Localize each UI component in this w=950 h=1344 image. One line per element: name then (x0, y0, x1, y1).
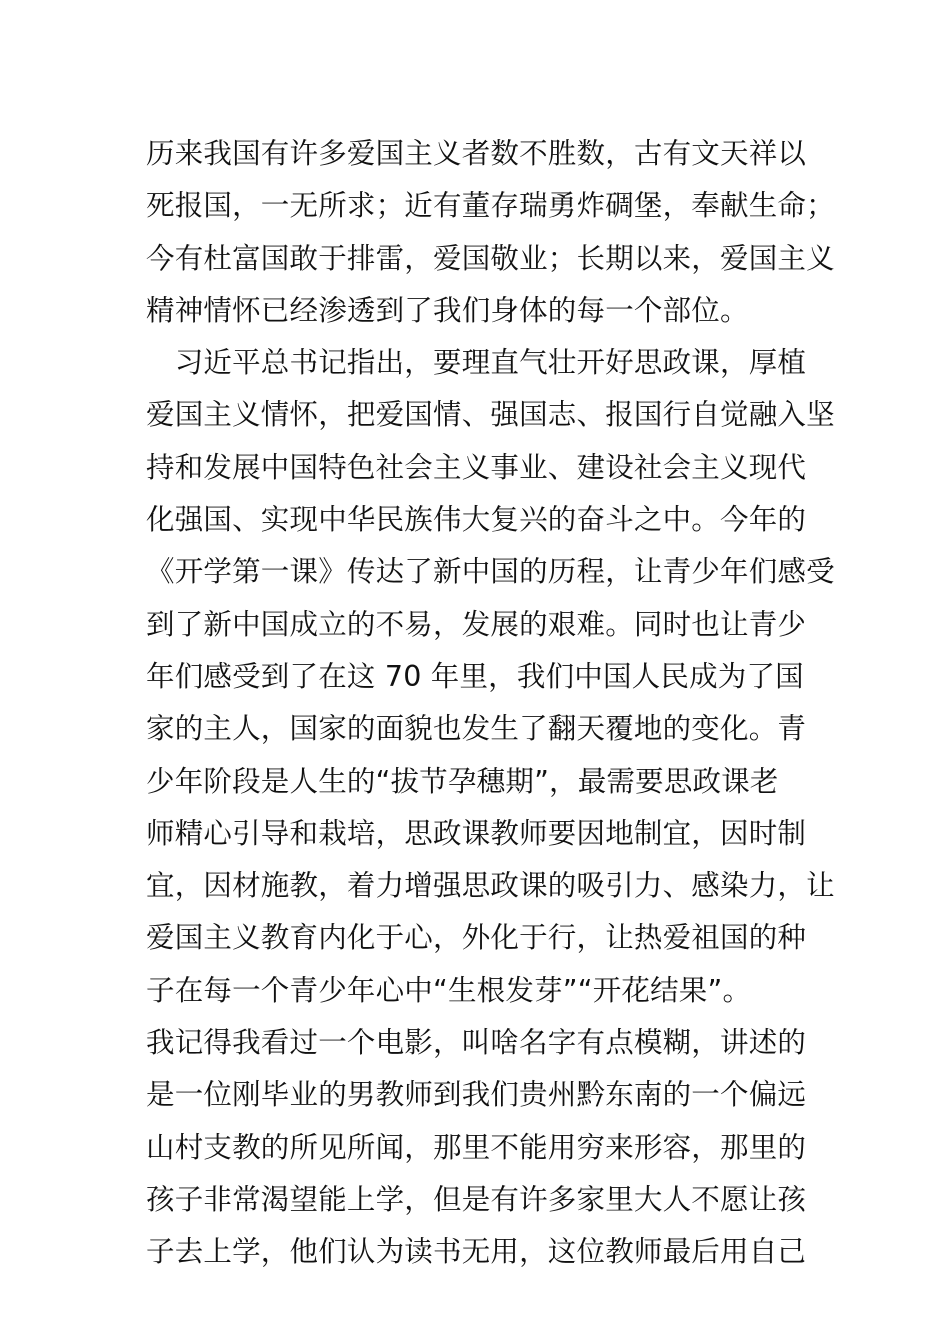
text-line: 师精心引导和栽培，思政课教师要因地制宜，因时制 (146, 816, 807, 850)
text-line: 爱国主义教育内化于心，外化于行，让热爱祖国的种 (146, 921, 807, 955)
text-line: 历来我国有许多爱国主义者数不胜数，古有文天祥以 (146, 137, 807, 170)
text-line: 宜，因材施教，着力增强思政课的吸引力、感染力，让 (146, 869, 835, 903)
text-line: 年们感受到了在这 70 年里，我们中国人民成为了国 (146, 659, 804, 693)
text-line: 到了新中国成立的不易，发展的艰难。同时也让青少 (146, 607, 807, 641)
text-line: 习近平总书记指出，要理直气壮开好思政课，厚植 (146, 346, 807, 380)
text-line: 《开学第一课》传达了新中国的历程，让青少年们感受 (146, 555, 835, 589)
text-line: 今有杜富国敢于排雷，爱国敬业；长期以来，爱国主义 (146, 241, 835, 275)
text-line: 子在每一个青少年心中“生根发芽”“开花结果”。 (146, 973, 752, 1007)
text-line: 孩子非常渴望能上学，但是有许多家里大人不愿让孩 (146, 1182, 807, 1216)
text-line: 化强国、实现中华民族伟大复兴的奋斗之中。今年的 (146, 503, 807, 537)
body-text (146, 128, 835, 1279)
text-line: 山村支教的所见所闻，那里不能用穷来形容，那里的 (146, 1130, 807, 1164)
text-line: 死报国，一无所求；近有董存瑞勇炸碉堡，奉献生命； (146, 189, 835, 223)
text-line: 少年阶段是人生的“拔节孕穗期”，最需要思政课老 (146, 764, 779, 798)
text-line: 精神情怀已经渗透到了我们身体的每一个部位。 (146, 293, 749, 327)
text-line: 家的主人，国家的面貌也发生了翻天覆地的变化。青 (146, 712, 807, 746)
text-line: 我记得我看过一个电影，叫啥名字有点模糊，讲述的 (146, 1026, 807, 1060)
text-line: 子去上学，他们认为读书无用，这位教师最后用自己 (146, 1235, 807, 1269)
text-line: 是一位刚毕业的男教师到我们贵州黔东南的一个偏远 (146, 1078, 807, 1112)
text-line: 持和发展中国特色社会主义事业、建设社会主义现代 (146, 450, 807, 484)
text-line: 爱国主义情怀，把爱国情、强国志、报国行自觉融入坚 (146, 398, 835, 432)
